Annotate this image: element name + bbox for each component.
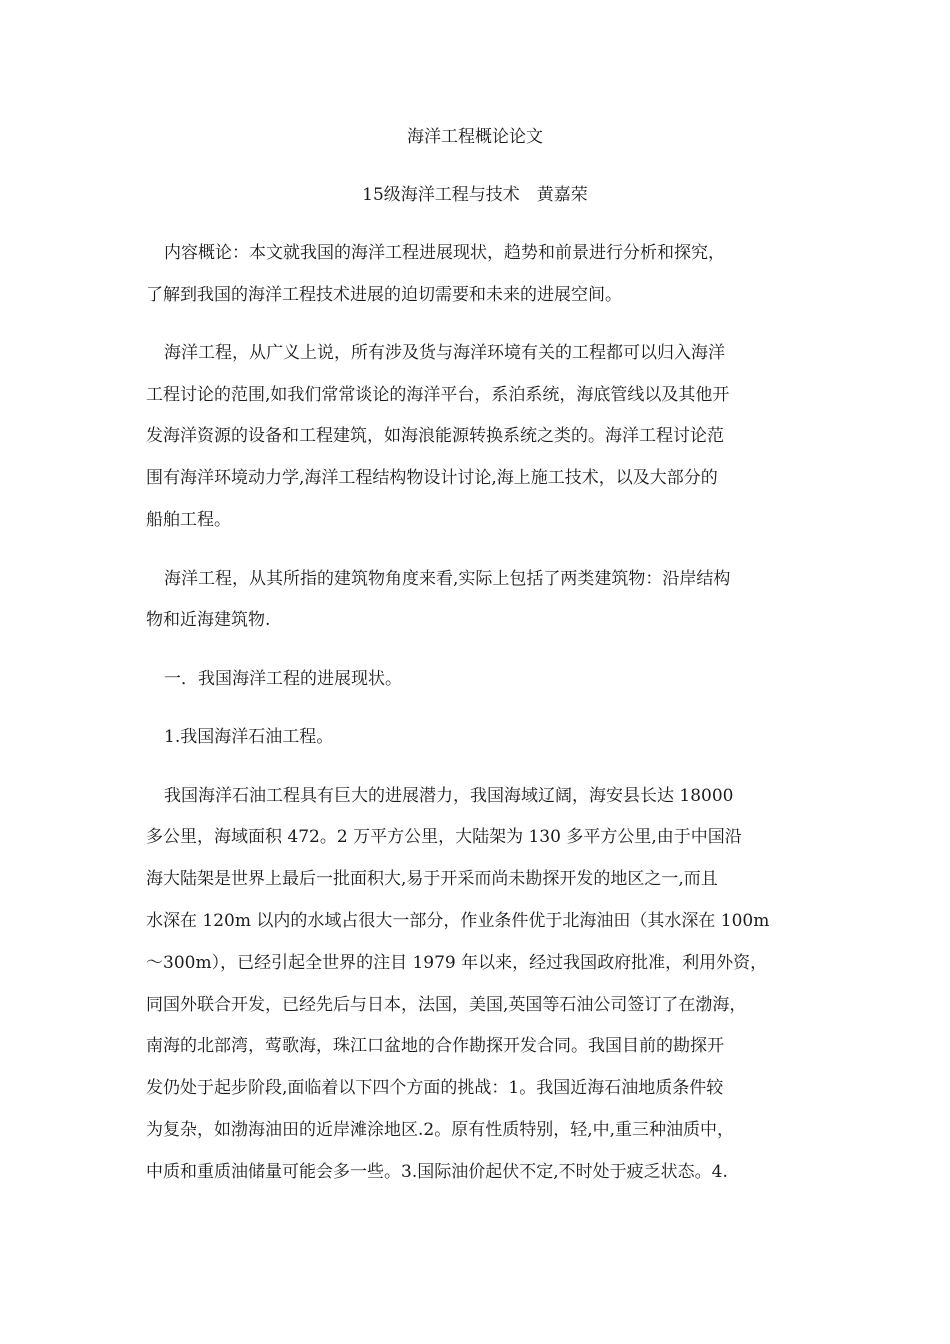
paragraph-line: 海洋工程，从其所指的建筑物角度来看,实际上包括了两类建筑物：沿岸结构: [164, 569, 731, 589]
abstract-line: 内容概论：本文就我国的海洋工程进展现状，趋势和前景进行分析和探究，: [164, 243, 725, 263]
paragraph-line: 同国外联合开发，已经先后与日本，法国，美国,英国等石油公司签订了在渤海，: [146, 995, 747, 1015]
paragraph-line: ～300m），已经引起全世界的注目 1979 年以来，经过我国政府批准，利用外资，: [146, 953, 768, 973]
subsection-heading: 1.我国海洋石油工程。: [164, 727, 334, 747]
paragraph-line: 围有海洋环境动力学,海洋工程结构物设计讨论,海上施工技术，以及大部分的: [146, 468, 718, 488]
paragraph-line: 物和近海建筑物.: [146, 610, 271, 630]
paragraph-line: 工程讨论的范围,如我们常常谈论的海洋平台，系泊系统，海底管线以及其他开: [146, 385, 730, 405]
abstract-line: 了解到我国的海洋工程技术进展的迫切需要和未来的进展空间。: [146, 285, 622, 305]
paragraph-line: 海大陆架是世界上最后一批面积大,易于开采而尚未勘探开发的地区之一,而且: [146, 869, 718, 889]
paragraph-line: 发海洋资源的设备和工程建筑，如海浪能源转换系统之类的。海洋工程讨论范: [146, 426, 724, 446]
paragraph-line: 中质和重质油储量可能会多一些。3.国际油价起伏不定,不时处于疲乏状态。4.: [146, 1162, 728, 1182]
paragraph-line: 水深在 120m 以内的水域占很大一部分，作业条件优于北海油田（其水深在 100m: [146, 911, 770, 931]
paragraph-line: 我国海洋石油工程具有巨大的进展潜力，我国海域辽阔，海安县长达 18000: [164, 786, 734, 806]
section-heading: 一．我国海洋工程的进展现状。: [164, 669, 402, 689]
document-title: 海洋工程概论论文: [407, 127, 543, 147]
paragraph-line: 南海的北部湾，莺歌海，珠江口盆地的合作勘探开发合同。我国目前的勘探开: [146, 1036, 724, 1056]
paragraph-line: 发仍处于起步阶段,面临着以下四个方面的挑战：1。我国近海石油地质条件较: [146, 1078, 724, 1098]
paragraph-line: 船舶工程。: [146, 510, 231, 530]
paragraph-line: 多公里，海域面积 472。2 万平方公里，大陆架为 130 多平方公里,由于中国沿: [146, 827, 742, 847]
paragraph-line: 为复杂，如渤海油田的近岸滩涂地区.2。原有性质特别，轻,中,重三种油质中，: [146, 1120, 735, 1140]
author-line: 15级海洋工程与技术 黄嘉荣: [362, 185, 588, 205]
paragraph-line: 海洋工程，从广义上说，所有涉及货与海洋环境有关的工程都可以归入海洋: [164, 343, 725, 363]
